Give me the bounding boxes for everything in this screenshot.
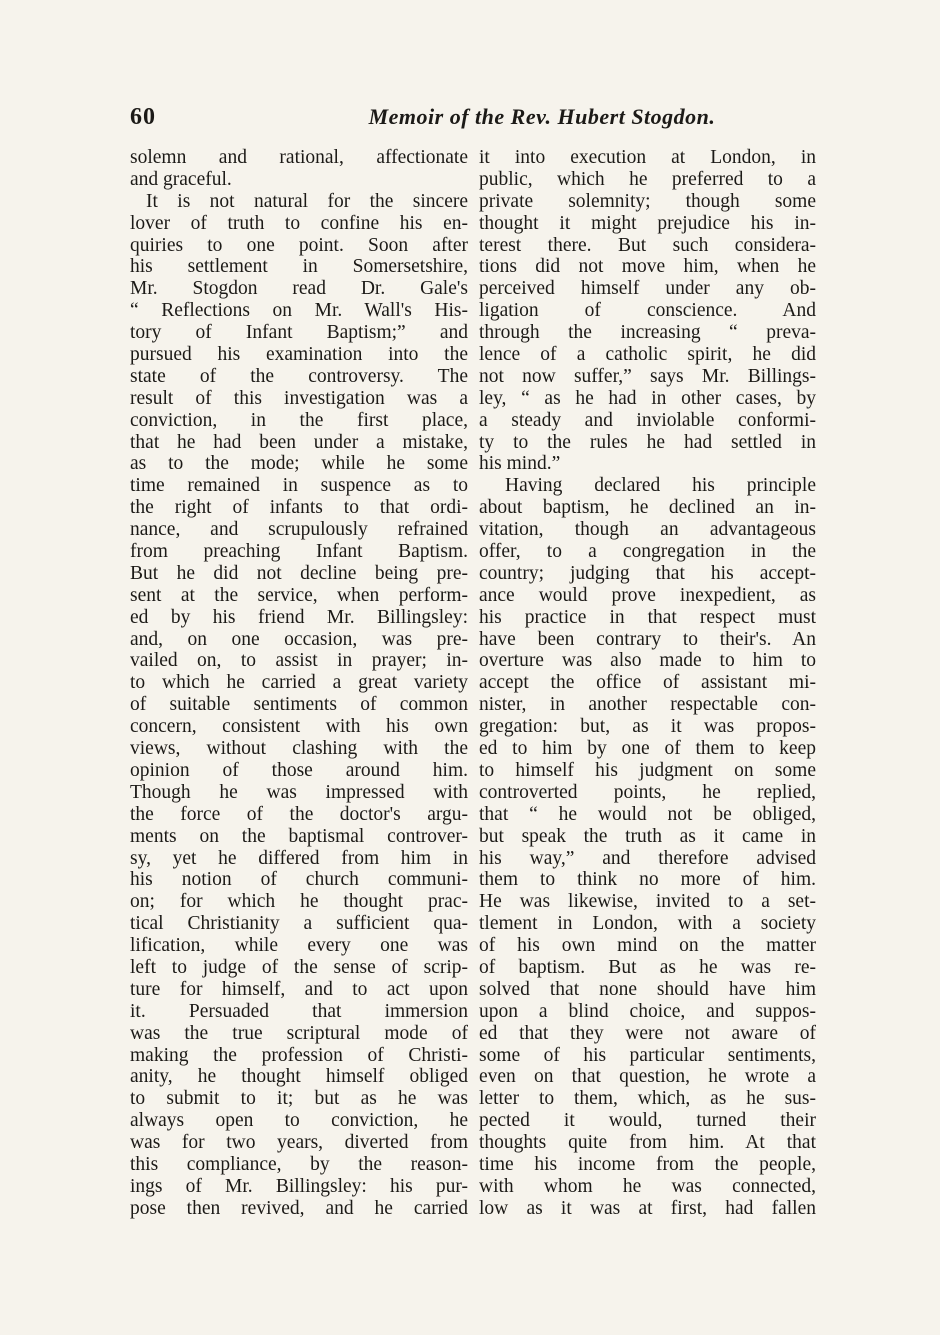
text-line: a steady and inviolable conformi- <box>479 409 816 431</box>
page-number: 60 <box>130 104 156 130</box>
paragraph-start-line: It is not natural for the sincere <box>146 190 468 212</box>
text-line: vitation, though an advantageous <box>479 519 816 541</box>
text-line: and, on one occasion, was pre- <box>130 628 468 650</box>
text-line: always open to conviction, he <box>130 1110 468 1132</box>
text-line: the force of the doctor's argu- <box>130 803 468 825</box>
text-line: tory of Infant Baptism;” and <box>130 322 468 344</box>
text-line: tical Christianity a sufficient qua- <box>130 913 468 935</box>
text-line: even on that question, he wrote a <box>479 1066 816 1088</box>
text-line: Mr. Stogdon read Dr. Gale's <box>130 278 468 300</box>
text-line: letter to them, which, as he sus- <box>479 1088 816 1110</box>
text-line: thoughts quite from him. At that <box>479 1132 816 1154</box>
text-line: ed by his friend Mr. Billingsley: <box>130 606 468 628</box>
text-line: from preaching Infant Baptism. <box>130 541 468 563</box>
text-line: solved that none should have him <box>479 978 816 1000</box>
text-line: as to the mode; while he some <box>130 453 468 475</box>
text-line: lover of truth to confine his en- <box>130 212 468 234</box>
text-line: concern, consistent with his own <box>130 716 468 738</box>
text-line: that he had been under a mistake, <box>130 431 468 453</box>
text-line: with whom he was connected, <box>479 1175 816 1197</box>
text-line: of suitable sentiments of common <box>130 694 468 716</box>
text-line: solemn and rational, affectionate <box>130 147 468 168</box>
text-line: views, without clashing with the <box>130 738 468 760</box>
text-line: sent at the service, when perform- <box>130 584 468 606</box>
text-line: vailed on, to assist in prayer; in- <box>130 650 468 672</box>
text-line: and graceful. <box>130 168 232 190</box>
text-line: on; for which he thought prac- <box>130 891 468 913</box>
text-line: country; judging that his accept- <box>479 562 816 584</box>
text-line: have been contrary to their's. An <box>479 628 816 650</box>
text-line: overture was also made to him to <box>479 650 816 672</box>
text-line: tlement in London, with a society <box>479 913 816 935</box>
text-line: not now suffer,” says Mr. Billings- <box>479 365 816 387</box>
text-line: them to think no more of him. <box>479 869 816 891</box>
text-line: some of his particular sentiments, <box>479 1044 816 1066</box>
text-line: of baptism. But as he was re- <box>479 956 816 978</box>
text-line: ley, “ as he had in other cases, by <box>479 387 816 409</box>
text-line: anity, he thought himself obliged <box>130 1066 468 1088</box>
text-line: state of the controversy. The <box>130 365 468 387</box>
text-line: nance, and scrupulously refrained <box>130 519 468 541</box>
text-line: but speak the truth as it came in <box>479 825 816 847</box>
text-line: perceived himself under any ob- <box>479 278 816 300</box>
text-line: left to judge of the sense of scrip- <box>130 956 468 978</box>
text-line: nister, in another respectable con- <box>479 694 816 716</box>
text-line: time his income from the people, <box>479 1153 816 1175</box>
text-line: terest there. But such considera- <box>479 234 816 256</box>
text-line: of his own mind on the matter <box>479 935 816 957</box>
text-line: ture for himself, and to act upon <box>130 978 468 1000</box>
text-line: his way,” and therefore advised <box>479 847 816 869</box>
text-line: upon a blind choice, and suppos- <box>479 1000 816 1022</box>
text-line: this compliance, by the reason- <box>130 1153 468 1175</box>
text-line: ligation of conscience. And <box>479 300 816 322</box>
text-line: it. Persuaded that immersion <box>130 1000 468 1022</box>
text-line: Though he was impressed with <box>130 781 468 803</box>
left-column <box>130 147 468 1220</box>
text-line: He was likewise, invited to a set- <box>479 891 816 913</box>
text-line: pursued his examination into the <box>130 344 468 366</box>
text-line: through the increasing “ preva- <box>479 322 816 344</box>
text-line: time remained in suspence as to <box>130 475 468 497</box>
right-column <box>479 147 816 1220</box>
text-line: ments on the baptismal controver- <box>130 825 468 847</box>
text-line: ed to him by one of them to keep <box>479 738 816 760</box>
text-line: lence of a catholic spirit, he did <box>479 344 816 366</box>
text-line: to submit to it; but as he was <box>130 1088 468 1110</box>
text-line: ed that they were not aware of <box>479 1022 816 1044</box>
text-line: result of this investigation was a <box>130 387 468 409</box>
text-line: his settlement in Somersetshire, <box>130 256 468 278</box>
text-line: ings of Mr. Billingsley: his pur- <box>130 1175 468 1197</box>
text-line: lification, while every one was <box>130 935 468 957</box>
text-line: his mind.” <box>479 453 561 475</box>
text-line: to which he carried a great variety <box>130 672 468 694</box>
text-line: public, which he preferred to a <box>479 168 816 190</box>
text-line: conviction, in the first place, <box>130 409 468 431</box>
text-line: opinion of those around him. <box>130 759 468 781</box>
text-line: ance would prove inexpedient, as <box>479 584 816 606</box>
text-line: was for two years, diverted from <box>130 1132 468 1154</box>
text-line: it into execution at London, in <box>479 147 816 168</box>
text-line: to himself his judgment on some <box>479 759 816 781</box>
text-line: ty to the rules he had settled in <box>479 431 816 453</box>
text-line: pected it would, turned their <box>479 1110 816 1132</box>
text-line: “ Reflections on Mr. Wall's His- <box>130 300 468 322</box>
text-line: that “ he would not be obliged, <box>479 803 816 825</box>
paragraph-start-line: Having declared his principle <box>505 475 816 497</box>
text-line: private solemnity; though some <box>479 190 816 212</box>
text-line: thought it might prejudice his in- <box>479 212 816 234</box>
text-line: quiries to one point. Soon after <box>130 234 468 256</box>
text-line: low as it was at first, had fallen <box>479 1197 816 1219</box>
text-line: But he did not decline being pre- <box>130 562 468 584</box>
text-line: the right of infants to that ordi- <box>130 497 468 519</box>
text-line: his practice in that respect must <box>479 606 816 628</box>
running-header <box>130 104 820 144</box>
text-line: about baptism, he declined an in- <box>479 497 816 519</box>
text-line: pose then revived, and he carried <box>130 1197 468 1219</box>
text-line: tions did not move him, when he <box>479 256 816 278</box>
text-line: making the profession of Christi- <box>130 1044 468 1066</box>
text-line: sy, yet he differed from him in <box>130 847 468 869</box>
text-line: gregation: but, as it was propos- <box>479 716 816 738</box>
text-line: his notion of church communi- <box>130 869 468 891</box>
text-line: accept the office of assistant mi- <box>479 672 816 694</box>
text-line: offer, to a congregation in the <box>479 541 816 563</box>
text-line: was the true scriptural mode of <box>130 1022 468 1044</box>
text-line: controverted points, he replied, <box>479 781 816 803</box>
running-title: Memoir of the Rev. Hubert Stogdon. <box>368 104 716 129</box>
